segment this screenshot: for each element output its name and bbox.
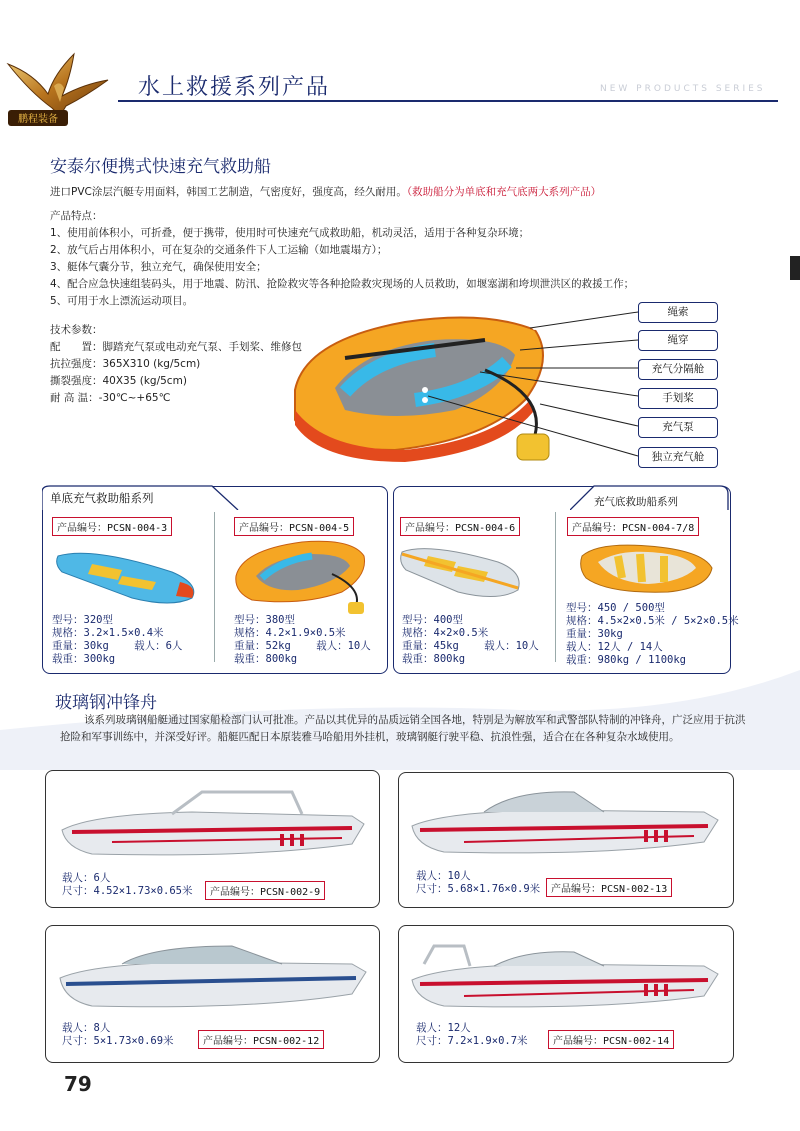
feature-item: 5、可用于水上漂流运动项目。 [50,295,194,307]
spec-config: 配 置：脚踏充气泵或电动充气泵、手划桨、维修包 [50,341,302,353]
product-code: 产品编号：PCSN-002-12 [198,1030,324,1049]
product-weight: 重量：45kg [402,640,459,652]
callout-independent-chamber: 独立充气舱 [638,447,718,468]
product-code: 产品编号：PCSN-002-9 [205,881,325,900]
product-code: 产品编号：PCSN-002-14 [548,1030,674,1049]
boat-size: 尺寸：4.52×1.73×0.65米 [62,885,193,897]
boat-info [62,1022,174,1048]
product-code: 产品编号：PCSN-004-7/8 [567,517,699,536]
product-model: 型号：450 / 500型 [566,602,665,614]
section-title-speedboat: 玻璃钢冲锋舟 [55,693,157,713]
callout-rope: 绳索 [638,302,718,323]
product-load: 载重：800kg [234,653,298,665]
speedboat-image-14 [404,940,726,1020]
product-spec: 规格：4×2×0.5米 [402,627,489,639]
product-model: 型号：320型 [52,614,113,626]
spec-tensile: 抗拉强度：365X310 (kg/5cm) [50,358,201,370]
page-edge-tab [790,256,800,280]
features-list [50,225,634,310]
product-model: 型号：400型 [402,614,463,626]
speedboat-image-13 [404,786,726,866]
callout-lines [420,300,640,470]
spec-temperature: 耐 高 温：-30℃~+65℃ [50,392,171,404]
section2-description: 该系列玻璃钢船艇通过国家船检部门认可批准。产品以其优异的品质远销全国各地，特别是为解放军和武警部队特制的冲锋舟，广泛应用于抗洪抢险和军事训练中，并深受好评。船艇匹配日本原装雅马哈船用外挂机，玻璃钢艇行驶平稳、抗浪性强，适合在在各种复杂水域使用。 [60,714,746,743]
spec-tear: 撕裂强度：40X35 (kg/5cm) [50,375,187,387]
product-code: 产品编号：PCSN-004-3 [52,517,172,536]
logo-text: 鹏程装备 [18,114,58,125]
features-heading: 产品特点： [50,210,103,222]
product-spec: 规格：4.2×1.9×0.5米 [234,627,346,639]
inflatable-bottom-title: 充气底救助船系列 [594,496,678,508]
boat-size: 尺寸：7.2×1.9×0.7米 [416,1035,528,1047]
product-capacity: 载人：12人 / 14人 [566,641,663,653]
single-bottom-title: 单底充气救助船系列 [50,491,154,505]
callout-pump: 充气泵 [638,417,718,438]
product-load: 载重：980kg / 1100kg [566,654,687,666]
callout-air-chamber: 充气分隔舱 [638,359,718,380]
product-load: 载重：300kg [52,653,116,665]
boat-info [62,872,193,898]
header-rule [118,100,778,102]
product-weight: 重量：52kg [234,640,291,652]
product-capacity: 载人：10人 [484,640,539,652]
boat-capacity: 载人：12人 [416,1022,471,1034]
specs-heading: 技术参数： [50,324,103,336]
boat-size: 尺寸：5×1.73×0.69米 [62,1035,174,1047]
product-model: 型号：380型 [234,614,295,626]
boat-image-450 [578,538,718,598]
callout-paddle: 手划桨 [638,388,718,409]
product-capacity: 载人：10人 [316,640,371,652]
boat-capacity: 载人：10人 [416,870,471,882]
boat-capacity: 载人：6人 [62,872,111,884]
callout-rope-guide: 绳穿 [638,330,718,351]
boat-info [416,1022,528,1048]
boat-image-400 [398,536,528,606]
boat-info [416,870,540,896]
page-title: 水上救援系列产品 [138,75,331,100]
product-code: 产品编号：PCSN-004-6 [400,517,520,536]
eagle-logo [4,44,116,128]
feature-item: 4、配合应急快速组装码头，用于地震、防汛、抢险救灾等各种抢险救灾现场的人员救助，如堰塞湖和垮坝泄洪区的救援工作； [50,278,635,290]
boat-image-320 [52,536,202,612]
tech-specs [50,322,302,407]
feature-item: 1、使用前体积小，可折叠，便于携带，使用时可快速充气成救助船，机动灵活，适用于各种复杂环境； [50,227,530,239]
product-weight: 重量：30kg [52,640,109,652]
feature-item: 2、放气后占用体积小，可在复杂的交通条件下人工运输（如地震塌方）； [50,244,388,256]
product-code: 产品编号：PCSN-004-5 [234,517,354,536]
speedboat-image-12 [52,940,372,1020]
product-spec: 规格：3.2×1.5×0.4米 [52,627,164,639]
feature-item: 3、艇体气囊分节，独立充气，确保使用安全； [50,261,267,273]
product-load: 载重：800kg [402,653,466,665]
product-spec: 规格：4.5×2×0.5米 / 5×2×0.5米 [566,615,739,627]
speedboat-image-9 [52,784,372,868]
header-watermark: NEW PRODUCTS SERIES [600,84,766,94]
section-intro [50,184,780,201]
product-code: 产品编号：PCSN-002-13 [546,878,672,897]
page-number: 79 [64,1072,92,1096]
boat-size: 尺寸：5.68×1.76×0.9米 [416,883,541,895]
intro-main-text: 进口PVC涂层汽艇专用面料，韩国工艺制造，气密度好，强度高，经久耐用。 [50,186,407,198]
boat-capacity: 载人：8人 [62,1022,111,1034]
product-weight: 重量：30kg [566,628,623,640]
section-title-inflatable: 安泰尔便携式快速充气救助船 [50,157,271,177]
product-capacity: 载人：6人 [134,640,183,652]
intro-note: （救助船分为单底和充气底两大系列产品） [406,186,602,198]
boat-image-380 [232,536,372,616]
